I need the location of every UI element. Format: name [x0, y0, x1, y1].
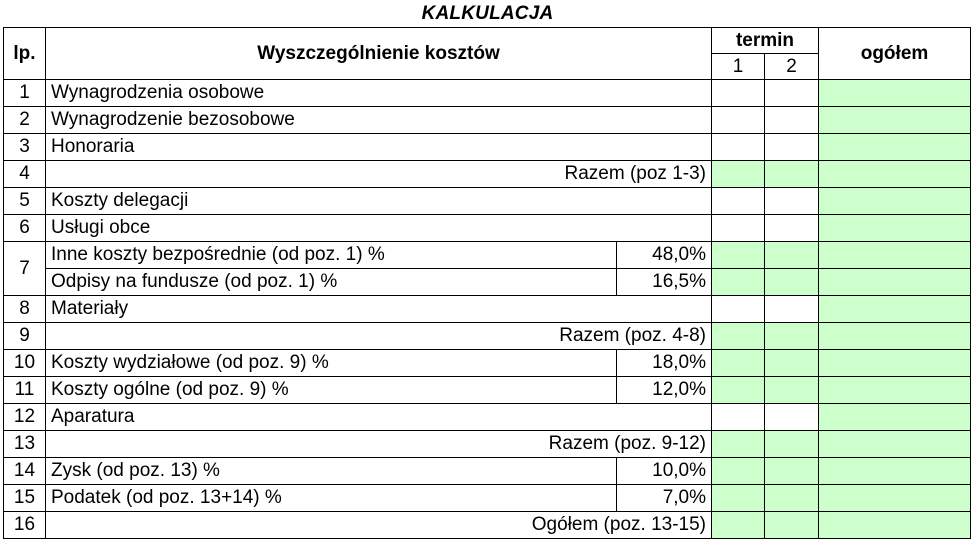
row-label: Zysk (od poz. 13) %	[46, 458, 617, 485]
table-row	[4, 107, 971, 134]
cell-termin-2[interactable]	[765, 350, 819, 377]
row-percent: 16,5%	[617, 269, 712, 296]
row-percent: 10,0%	[617, 458, 712, 485]
header-termin: termin	[712, 28, 819, 54]
calculation-table	[3, 27, 971, 539]
cell-termin-2[interactable]	[765, 377, 819, 404]
header-termin-1: 1	[712, 54, 765, 80]
cell-ogolem[interactable]	[819, 323, 971, 350]
row-number: 13	[4, 431, 46, 458]
cell-termin-1[interactable]	[712, 323, 765, 350]
table-row	[4, 134, 971, 161]
table-row	[4, 404, 971, 431]
row-percent: 48,0%	[617, 242, 712, 269]
cell-termin-1[interactable]	[712, 404, 765, 431]
table-row	[4, 458, 971, 485]
row-number: 4	[4, 161, 46, 188]
table-row	[4, 377, 971, 404]
cell-ogolem[interactable]	[819, 80, 971, 107]
row-number: 12	[4, 404, 46, 431]
row-number: 1	[4, 80, 46, 107]
cell-termin-1[interactable]	[712, 161, 765, 188]
row-number: 10	[4, 350, 46, 377]
row-number: 7	[4, 242, 46, 296]
cell-ogolem[interactable]	[819, 404, 971, 431]
row-label: Koszty ogólne (od poz. 9) %	[46, 377, 617, 404]
header-ogolem: ogółem	[819, 28, 971, 80]
row-label: Razem (poz 1-3)	[46, 161, 712, 188]
row-label: Odpisy na fundusze (od poz. 1) %	[46, 269, 617, 296]
row-number: 6	[4, 215, 46, 242]
cell-termin-2[interactable]	[765, 296, 819, 323]
cell-termin-1[interactable]	[712, 107, 765, 134]
cell-termin-1[interactable]	[712, 188, 765, 215]
row-percent: 18,0%	[617, 350, 712, 377]
row-number: 14	[4, 458, 46, 485]
cell-termin-2[interactable]	[765, 134, 819, 161]
table-row	[4, 296, 971, 323]
table-row	[4, 188, 971, 215]
header-description: Wyszczególnienie kosztów	[46, 28, 712, 80]
cell-ogolem[interactable]	[819, 215, 971, 242]
cell-termin-2[interactable]	[765, 80, 819, 107]
table-row	[4, 215, 971, 242]
table-row	[4, 80, 971, 107]
table-row	[4, 485, 971, 512]
row-label: Inne koszty bezpośrednie (od poz. 1) %	[46, 242, 617, 269]
row-number: 11	[4, 377, 46, 404]
cell-termin-1[interactable]	[712, 242, 765, 269]
header-lp: lp.	[4, 28, 46, 80]
cell-termin-2[interactable]	[765, 458, 819, 485]
row-label: Usługi obce	[46, 215, 712, 242]
table-row	[4, 350, 971, 377]
row-label: Razem (poz. 4-8)	[46, 323, 712, 350]
row-label: Podatek (od poz. 13+14) %	[46, 485, 617, 512]
table-row-subtotal	[4, 431, 971, 458]
cell-termin-2[interactable]	[765, 404, 819, 431]
row-number: 2	[4, 107, 46, 134]
cell-termin-2[interactable]	[765, 107, 819, 134]
cell-termin-1[interactable]	[712, 215, 765, 242]
cell-termin-2[interactable]	[765, 512, 819, 539]
row-label: Koszty wydziałowe (od poz. 9) %	[46, 350, 617, 377]
row-number: 5	[4, 188, 46, 215]
cell-ogolem[interactable]	[819, 269, 971, 296]
cell-termin-1[interactable]	[712, 269, 765, 296]
cell-termin-1[interactable]	[712, 350, 765, 377]
cell-termin-2[interactable]	[765, 188, 819, 215]
cell-ogolem[interactable]	[819, 485, 971, 512]
cell-termin-2[interactable]	[765, 161, 819, 188]
row-percent: 12,0%	[617, 377, 712, 404]
cell-termin-2[interactable]	[765, 485, 819, 512]
cell-termin-2[interactable]	[765, 215, 819, 242]
page-title: KALKULACJA	[421, 3, 554, 24]
cell-termin-2[interactable]	[765, 323, 819, 350]
row-label: Ogółem (poz. 13-15)	[46, 512, 712, 539]
table-row	[4, 269, 971, 296]
cell-ogolem[interactable]	[819, 350, 971, 377]
cell-termin-2[interactable]	[765, 431, 819, 458]
cell-termin-1[interactable]	[712, 431, 765, 458]
row-number: 9	[4, 323, 46, 350]
cell-ogolem[interactable]	[819, 242, 971, 269]
cell-termin-1[interactable]	[712, 80, 765, 107]
cell-ogolem[interactable]	[819, 134, 971, 161]
table-row	[4, 242, 971, 269]
row-label: Aparatura	[46, 404, 712, 431]
row-label: Razem (poz. 9-12)	[46, 431, 712, 458]
row-label: Wynagrodzenie bezosobowe	[46, 107, 712, 134]
cell-termin-1[interactable]	[712, 134, 765, 161]
cell-ogolem[interactable]	[819, 188, 971, 215]
cell-ogolem[interactable]	[819, 458, 971, 485]
row-number: 16	[4, 512, 46, 539]
cell-ogolem[interactable]	[819, 107, 971, 134]
cell-termin-1[interactable]	[712, 458, 765, 485]
cell-termin-2[interactable]	[765, 269, 819, 296]
table-row-subtotal	[4, 323, 971, 350]
row-label: Honoraria	[46, 134, 712, 161]
cell-ogolem[interactable]	[819, 161, 971, 188]
row-label: Materiały	[46, 296, 712, 323]
row-number: 3	[4, 134, 46, 161]
cell-ogolem[interactable]	[819, 431, 971, 458]
row-percent: 7,0%	[617, 485, 712, 512]
cell-termin-1[interactable]	[712, 485, 765, 512]
cell-termin-1[interactable]	[712, 512, 765, 539]
cell-ogolem[interactable]	[819, 377, 971, 404]
cell-termin-1[interactable]	[712, 296, 765, 323]
table-row-total	[4, 512, 971, 539]
cell-termin-2[interactable]	[765, 242, 819, 269]
row-label: Koszty delegacji	[46, 188, 712, 215]
row-number: 15	[4, 485, 46, 512]
row-number: 8	[4, 296, 46, 323]
cell-termin-1[interactable]	[712, 377, 765, 404]
row-label: Wynagrodzenia osobowe	[46, 80, 712, 107]
header-termin-2: 2	[765, 54, 819, 80]
cell-ogolem[interactable]	[819, 512, 971, 539]
cell-ogolem[interactable]	[819, 296, 971, 323]
table-row-subtotal	[4, 161, 971, 188]
